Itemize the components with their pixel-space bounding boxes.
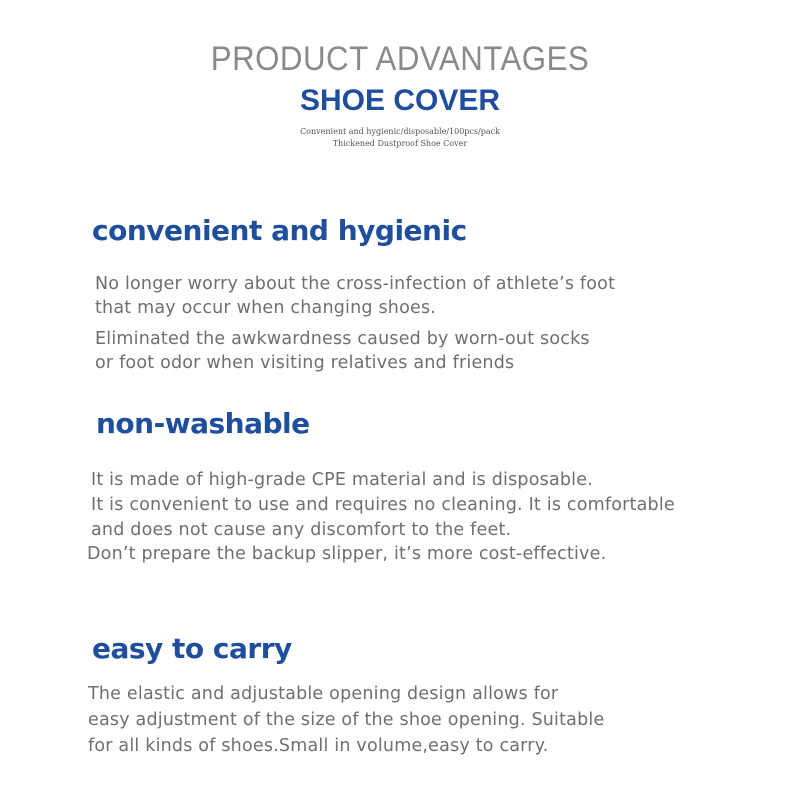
section-heading-non-washable: non-washable	[96, 407, 310, 440]
section-text-line: It is made of high-grade CPE material and is disposable.	[91, 470, 593, 490]
tagline-line-2: Thickened Dustproof Shoe Cover	[332, 139, 468, 148]
section-heading-easy-to-carry: easy to carry	[92, 632, 292, 665]
section-text-line: No longer worry about the cross-infection of athlete’s foot	[95, 274, 616, 294]
section-text-line: easy adjustment of the size of the shoe opening. Suitable	[88, 710, 605, 730]
section-text-line: It is convenient to use and requires no cleaning. It is comfortable	[91, 495, 675, 515]
section-text-line: Don’t prepare the backup slipper, it’s more cost-effective.	[87, 544, 607, 564]
section-text-line: that may occur when changing shoes.	[95, 298, 437, 318]
tagline-line-1: Convenient and hygienic/disposable/100pcs/pack	[300, 127, 500, 136]
product-name: SHOE COVER	[299, 84, 501, 117]
section-text-line: The elastic and adjustable opening design allows for	[88, 684, 559, 704]
section-text-line: or foot odor when visiting relatives and friends	[95, 353, 515, 373]
section-text-line: for all kinds of shoes.Small in volume,easy to carry.	[88, 736, 549, 756]
page-title: PRODUCT ADVANTAGES	[210, 40, 590, 78]
section-text-line: Eliminated the awkwardness caused by worn-out socks	[95, 329, 590, 349]
section-heading-convenient: convenient and hygienic	[92, 214, 467, 247]
section-text-line: and does not cause any discomfort to the feet.	[91, 520, 512, 540]
